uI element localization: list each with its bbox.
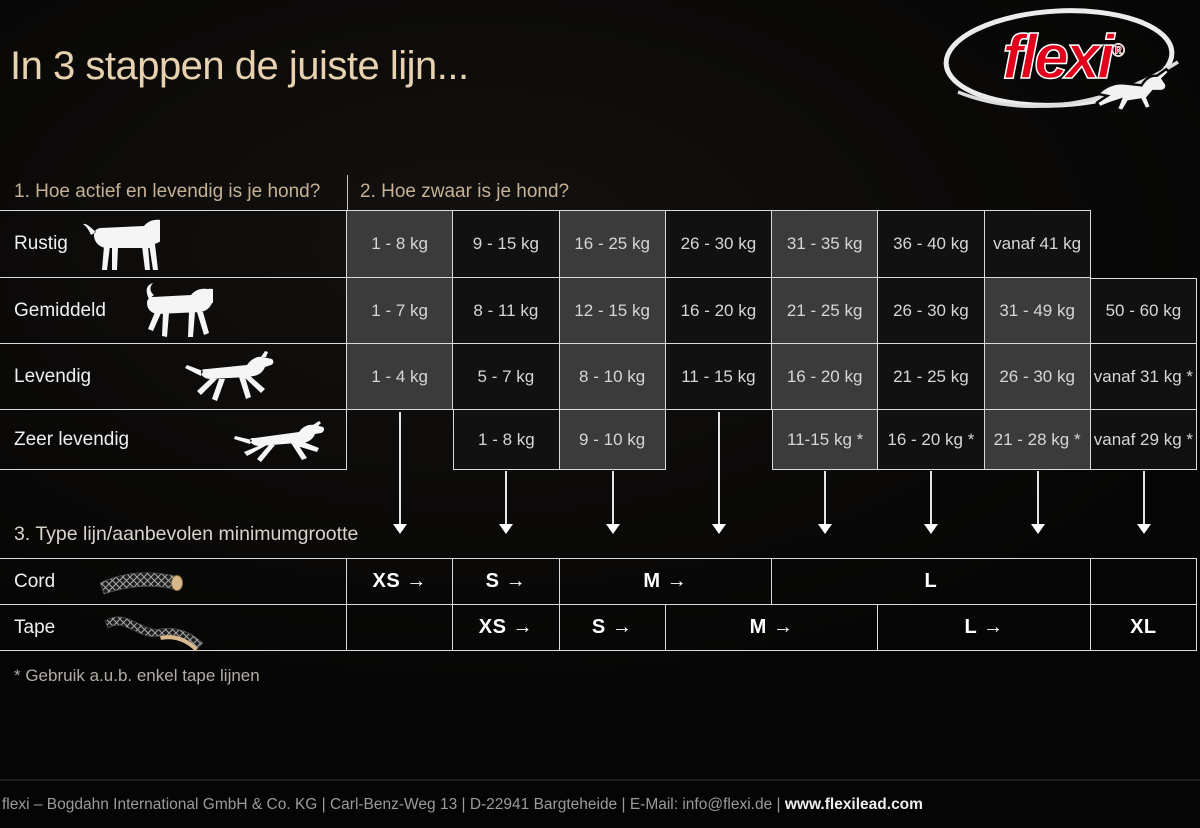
footer-website: www.flexilead.com <box>784 796 923 813</box>
weight-cell: 1 - 4 kg <box>347 344 453 410</box>
weight-cell: 36 - 40 kg <box>878 210 984 278</box>
weight-cell: 26 - 30 kg <box>878 278 984 344</box>
weight-cell: 21 - 25 kg <box>772 278 878 344</box>
arrow-shaft <box>505 471 507 524</box>
trotting-dog-icon <box>133 283 213 339</box>
size-row-label: Tape <box>14 616 56 638</box>
activity-label-zeer-levendig <box>0 410 347 470</box>
weight-cell: 9 - 10 kg <box>560 410 666 470</box>
activity-row-label: Levendig <box>14 365 92 387</box>
arrow-shaft <box>399 412 401 524</box>
arrow-shaft <box>930 471 932 524</box>
weight-cell: 21 - 28 kg * <box>985 410 1091 470</box>
weight-cell: 1 - 8 kg <box>453 410 559 470</box>
arrow-shaft <box>718 412 720 524</box>
size-row-label: Cord <box>14 570 56 592</box>
arrow-shaft <box>824 471 826 524</box>
tape-leash-icon <box>95 605 203 651</box>
weight-cell: vanaf 29 kg * <box>1091 410 1197 470</box>
size-cell <box>1091 558 1197 605</box>
size-label-cord <box>0 558 347 605</box>
weight-cell: 11 - 15 kg <box>666 344 772 410</box>
weight-cell: 1 - 7 kg <box>347 278 453 344</box>
running-dog-icon <box>177 351 277 403</box>
arrow-head <box>393 524 407 534</box>
weight-cell: 31 - 35 kg <box>772 210 878 278</box>
weight-cell: 8 - 11 kg <box>453 278 559 344</box>
activity-row-label: Gemiddeld <box>14 299 106 321</box>
weight-cell: 9 - 15 kg <box>453 210 559 278</box>
weight-cell: 1 - 8 kg <box>347 210 453 278</box>
size-cell: L <box>772 558 1091 605</box>
footnote: * Gebruik a.u.b. enkel tape lijnen <box>14 666 260 685</box>
leash-size-table <box>0 558 1197 651</box>
page-title: In 3 stappen de juiste lijn... <box>10 44 469 88</box>
size-cell: XL <box>1091 605 1197 651</box>
weight-cell: 16 - 20 kg <box>772 344 878 410</box>
weight-cell: 50 - 60 kg <box>1091 278 1197 344</box>
weight-cell: 16 - 20 kg * <box>878 410 984 470</box>
footer <box>2 796 923 814</box>
sprinting-dog-icon <box>227 416 327 464</box>
footer-company-info: flexi – Bogdahn International GmbH & Co. KG | Carl-Benz-Weg 13 | D-22941 Bargteheide | E-Mail: info@flexi.de | <box>2 796 785 813</box>
weight-cell: 26 - 30 kg <box>985 344 1091 410</box>
header-divider-line <box>347 175 348 210</box>
weight-cell: 16 - 20 kg <box>666 278 772 344</box>
arrow-shaft <box>1037 471 1039 524</box>
arrow-head <box>606 524 620 534</box>
weight-cell: vanaf 41 kg <box>985 210 1091 278</box>
standing-dog-icon <box>82 216 160 272</box>
weight-cell: 21 - 25 kg <box>878 344 984 410</box>
activity-label-levendig <box>0 344 347 410</box>
size-cell: M → <box>560 558 773 605</box>
arrow-head <box>924 524 938 534</box>
activity-weight-table <box>0 210 1197 470</box>
arrow-shaft <box>612 471 614 524</box>
weight-cell: 16 - 25 kg <box>560 210 666 278</box>
weight-cell: 12 - 15 kg <box>560 278 666 344</box>
activity-label-rustig <box>0 210 347 278</box>
flexi-wordmark <box>966 22 1161 93</box>
size-label-tape <box>0 605 347 651</box>
weight-cell: vanaf 31 kg * <box>1091 344 1197 410</box>
activity-row-label: Rustig <box>14 233 68 254</box>
registered-mark: ® <box>1111 40 1125 61</box>
step1-header: 1. Hoe actief en levendig is je hond? <box>14 181 321 202</box>
size-cell: XS → <box>453 605 559 651</box>
step3-header: 3. Type lijn/aanbevolen minimumgrootte <box>14 523 359 545</box>
weight-cell: 11-15 kg * <box>772 410 878 470</box>
weight-cell: 8 - 10 kg <box>560 344 666 410</box>
activity-row-label: Zeer levendig <box>14 428 130 450</box>
weight-cell <box>1091 210 1197 278</box>
size-cell: S → <box>453 558 559 605</box>
size-cell <box>347 605 453 651</box>
brand-name: flexi <box>1002 23 1112 92</box>
arrow-shaft <box>1143 471 1145 524</box>
weight-cell: 31 - 49 kg <box>985 278 1091 344</box>
cord-leash-icon <box>95 563 187 601</box>
size-cell: XS → <box>347 558 453 605</box>
flexi-logo <box>938 2 1196 122</box>
arrow-head <box>499 524 513 534</box>
weight-cell: 5 - 7 kg <box>453 344 559 410</box>
size-cell: L → <box>878 605 1091 651</box>
step2-header: 2. Hoe zwaar is je hond? <box>360 181 570 202</box>
activity-label-gemiddeld <box>0 278 347 344</box>
arrow-head <box>1031 524 1045 534</box>
arrow-head <box>818 524 832 534</box>
size-cell: S → <box>560 605 666 651</box>
footer-divider-line <box>0 779 1200 781</box>
weight-cell: 26 - 30 kg <box>666 210 772 278</box>
arrow-head <box>712 524 726 534</box>
arrow-head <box>1137 524 1151 534</box>
size-cell: M → <box>666 605 879 651</box>
